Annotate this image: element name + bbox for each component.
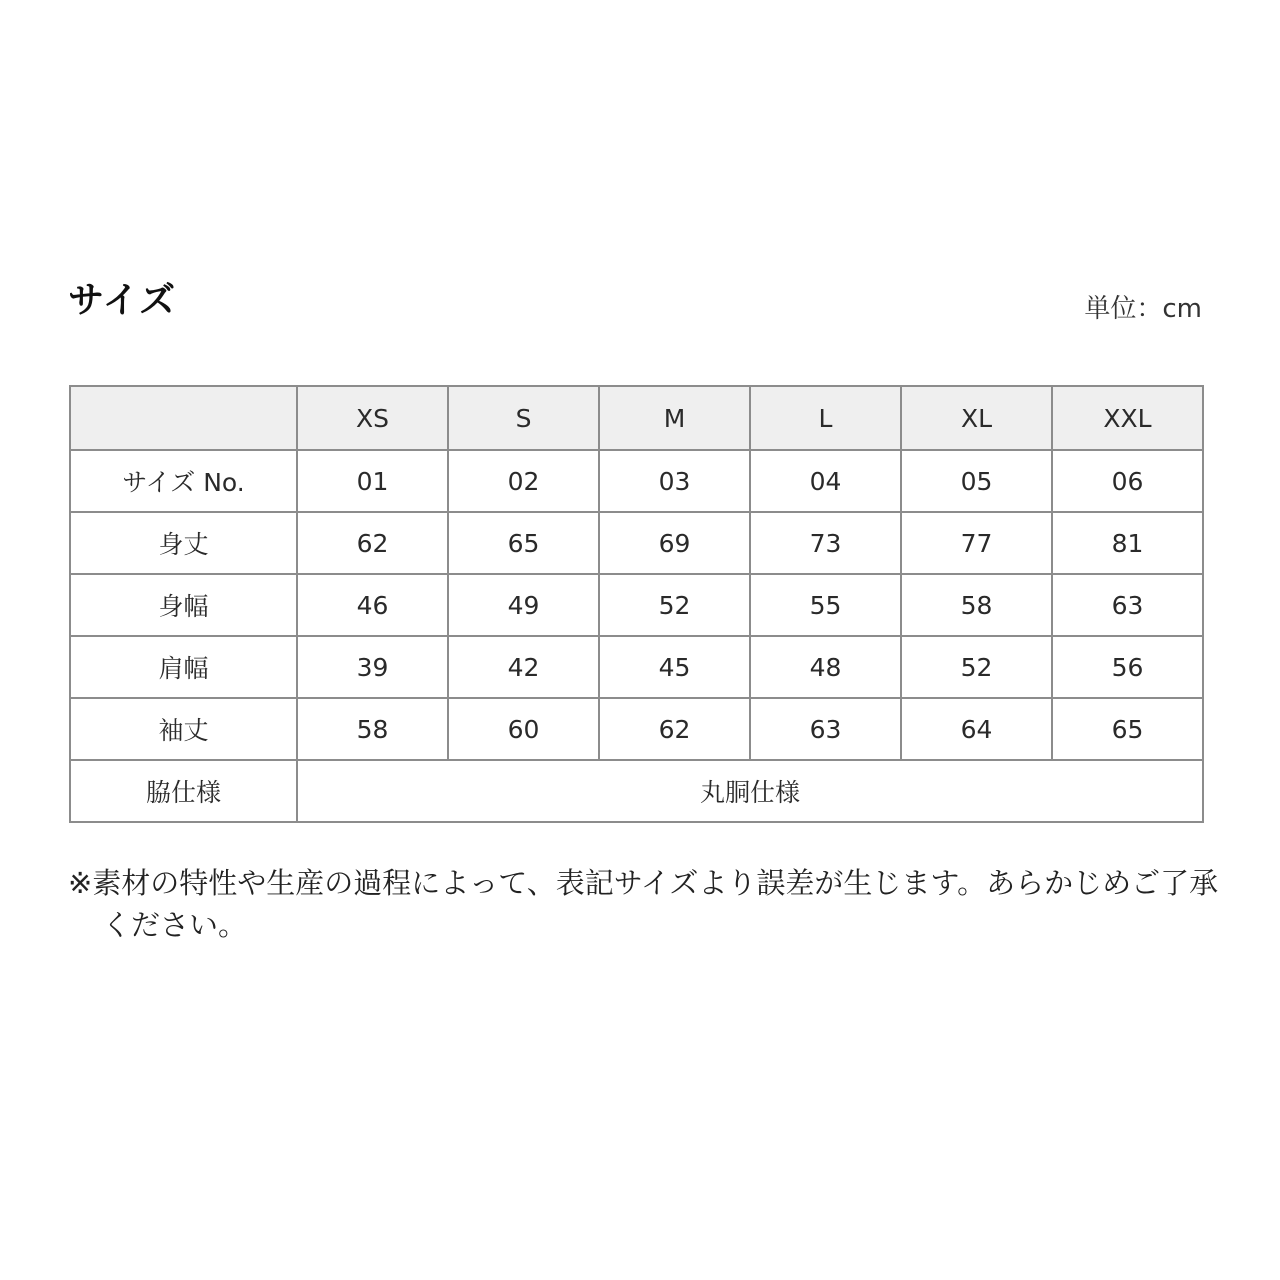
table-cell: 63: [750, 698, 901, 760]
table-cell: 62: [297, 512, 448, 574]
row-label: 身丈: [70, 512, 297, 574]
table-cell: 05: [901, 450, 1052, 512]
table-cell: 52: [901, 636, 1052, 698]
table-row-side-spec: [70, 760, 1203, 822]
header-cell-xs: XS: [297, 386, 448, 450]
table-row: [70, 636, 1203, 698]
table-row: [70, 450, 1203, 512]
table-cell: 81: [1052, 512, 1203, 574]
table-cell: 58: [901, 574, 1052, 636]
header-cell-m: M: [599, 386, 750, 450]
table-cell: 06: [1052, 450, 1203, 512]
table-cell: 45: [599, 636, 750, 698]
table-cell: 56: [1052, 636, 1203, 698]
row-label: サイズ No.: [70, 450, 297, 512]
header-cell-xl: XL: [901, 386, 1052, 450]
table-cell: 03: [599, 450, 750, 512]
table-row: [70, 574, 1203, 636]
row-label: 肩幅: [70, 636, 297, 698]
table-row: [70, 698, 1203, 760]
table-cell: 58: [297, 698, 448, 760]
row-label: 袖丈: [70, 698, 297, 760]
header-cell-empty: [70, 386, 297, 450]
row-label: 脇仕様: [70, 760, 297, 822]
table-cell: 02: [448, 450, 599, 512]
table-cell: 42: [448, 636, 599, 698]
table-header-row: [70, 386, 1203, 450]
row-label: 身幅: [70, 574, 297, 636]
table-cell: 49: [448, 574, 599, 636]
table-cell: 63: [1052, 574, 1203, 636]
table-cell: 46: [297, 574, 448, 636]
disclaimer-note: ※素材の特性や生産の過程によって、表記サイズより誤差が生じます。あらかじめご了承ください。: [68, 866, 1219, 942]
table-cell: 73: [750, 512, 901, 574]
table-cell: 65: [448, 512, 599, 574]
table-cell: 65: [1052, 698, 1203, 760]
table-cell: 62: [599, 698, 750, 760]
table-cell: 55: [750, 574, 901, 636]
table-cell: 64: [901, 698, 1052, 760]
table-cell: 39: [297, 636, 448, 698]
unit-label: 単位：cm: [1084, 294, 1202, 324]
table-cell: 77: [901, 512, 1052, 574]
table-cell: 60: [448, 698, 599, 760]
table-cell: 04: [750, 450, 901, 512]
table-cell: 01: [297, 450, 448, 512]
side-spec-value: 丸胴仕様: [297, 760, 1203, 822]
table-cell: 69: [599, 512, 750, 574]
header-cell-xxl: XXL: [1052, 386, 1203, 450]
table-cell: 48: [750, 636, 901, 698]
size-table: [69, 385, 1204, 823]
table-cell: 52: [599, 574, 750, 636]
page-title: サイズ: [68, 280, 177, 321]
header-cell-s: S: [448, 386, 599, 450]
header-cell-l: L: [750, 386, 901, 450]
table-row: [70, 512, 1203, 574]
